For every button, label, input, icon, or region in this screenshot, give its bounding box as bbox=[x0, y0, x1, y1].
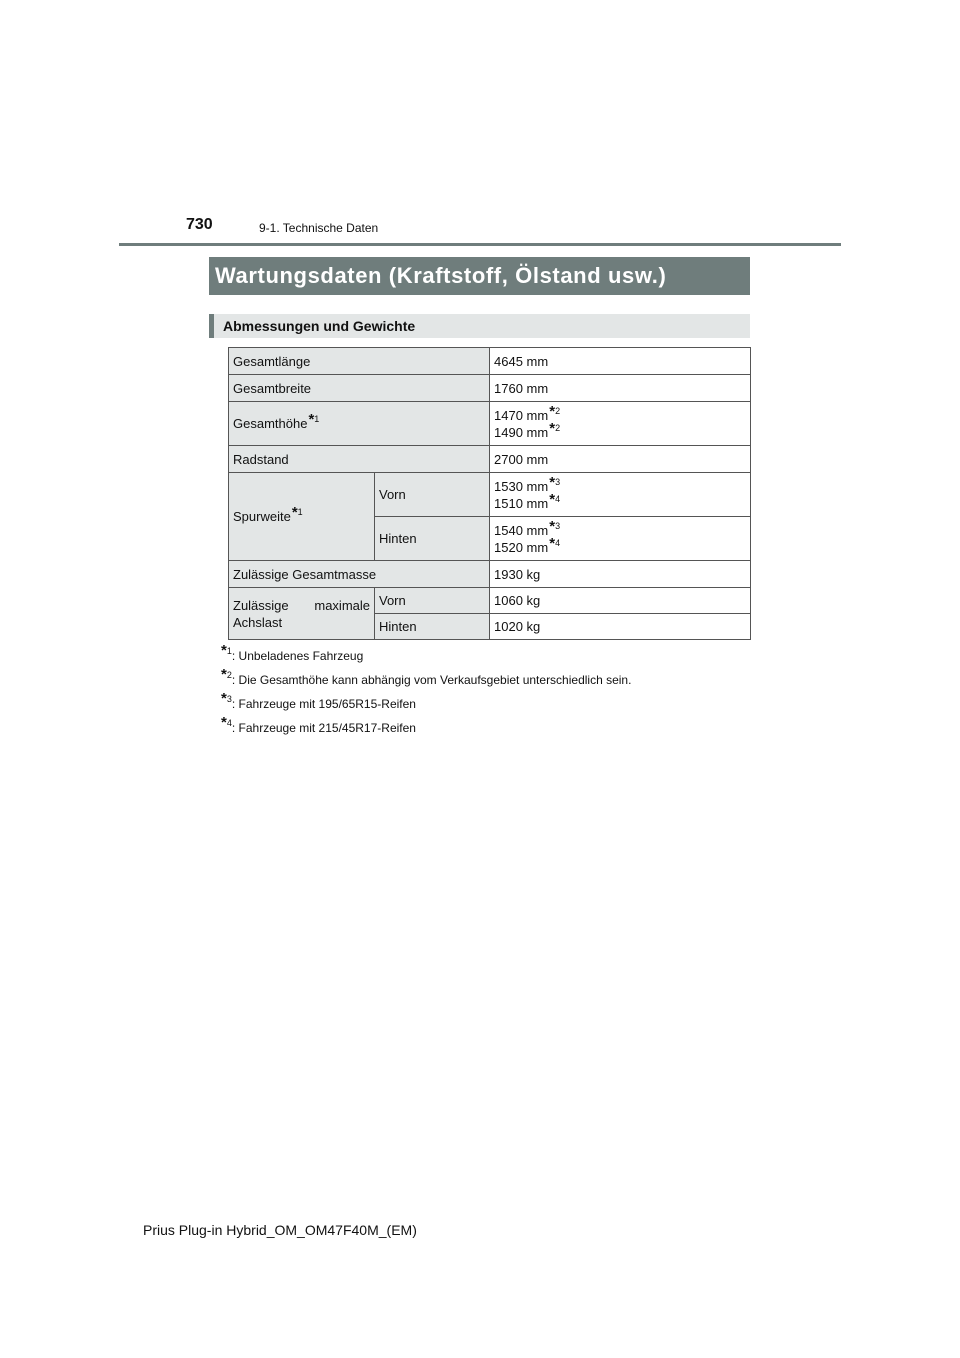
sub-label: Vorn bbox=[375, 473, 490, 517]
value-line: 1520 mm*$^4$ bbox=[494, 534, 561, 555]
value-line: 1530 mm*$^3$ bbox=[494, 473, 561, 494]
table-row bbox=[229, 473, 751, 517]
row-label bbox=[229, 588, 375, 640]
row-value: 2700 mm bbox=[490, 446, 751, 473]
footnote-number: 4 bbox=[226, 718, 232, 728]
row-value: 1020 kg bbox=[490, 614, 751, 640]
footnote-star: * bbox=[221, 714, 227, 731]
sub-label: Vorn bbox=[375, 588, 490, 614]
row-label: Gesamtlänge bbox=[229, 348, 490, 375]
row-value bbox=[490, 473, 751, 517]
section-reference: 9-1. Technische Daten bbox=[259, 221, 379, 235]
subsection-heading bbox=[209, 314, 750, 338]
footnote-text: : Unbeladenes Fahrzeug bbox=[231, 649, 364, 663]
row-value: 4645 mm bbox=[490, 348, 751, 375]
chapter-title: Wartungsdaten (Kraftstoff, Ölstand usw.) bbox=[209, 257, 750, 295]
footnote-ref: 2 bbox=[555, 405, 561, 416]
row-value bbox=[490, 402, 751, 446]
footnote bbox=[220, 642, 631, 670]
footnote-star: * bbox=[291, 504, 298, 521]
table-row bbox=[229, 402, 751, 446]
footnote-star: * bbox=[549, 490, 556, 508]
label-text: Spurweite bbox=[233, 509, 291, 524]
row-label bbox=[229, 473, 375, 561]
subsection-bar bbox=[209, 314, 214, 338]
footer-document-id: Prius Plug-in Hybrid_OM_OM47F40M_(EM) bbox=[143, 1222, 417, 1238]
row-value: 1930 kg bbox=[490, 561, 751, 588]
header-rule bbox=[119, 243, 841, 246]
footnote-text: : Fahrzeuge mit 215/45R17-Reifen bbox=[231, 721, 416, 735]
footnote-ref: 2 bbox=[555, 422, 561, 433]
footnote-ref: 3 bbox=[555, 520, 561, 531]
row-value: 1060 kg bbox=[490, 588, 751, 614]
footnote-ref: 1 bbox=[314, 414, 320, 424]
footnotes bbox=[220, 642, 632, 742]
footnote-text: : Fahrzeuge mit 195/65R15-Reifen bbox=[231, 697, 416, 711]
footnote-star: * bbox=[549, 473, 556, 491]
footnote-ref: 3 bbox=[555, 476, 561, 487]
footnote bbox=[220, 714, 631, 742]
footnote-ref: 4 bbox=[555, 493, 561, 504]
table-row bbox=[229, 375, 751, 402]
footnote-number: 1 bbox=[226, 646, 232, 656]
value-line: 1470 mm*$^2$ bbox=[494, 402, 561, 423]
value-line: 1540 mm*$^3$ bbox=[494, 517, 561, 538]
footnote-ref: 4 bbox=[555, 537, 561, 548]
footnote bbox=[220, 690, 631, 718]
label-line: Achslast bbox=[233, 614, 283, 630]
value-line: 1490 mm*$^2$ bbox=[494, 419, 561, 440]
footnote-ref: 1 bbox=[297, 507, 303, 517]
sub-label: Hinten bbox=[375, 614, 490, 640]
footnote-star: * bbox=[549, 419, 556, 437]
table-row bbox=[229, 588, 751, 614]
page-number: 730 bbox=[186, 216, 213, 233]
table-row bbox=[229, 446, 751, 473]
label-text: Gesamthöhe bbox=[233, 416, 308, 431]
footnote-star: * bbox=[549, 402, 556, 420]
footnote-star: * bbox=[221, 690, 227, 707]
subsection-label: Abmessungen und Gewichte bbox=[223, 318, 416, 334]
table-row bbox=[229, 348, 751, 375]
footnote-star: * bbox=[221, 642, 227, 659]
row-value: 1760 mm bbox=[490, 375, 751, 402]
footnote-number: 3 bbox=[226, 694, 232, 704]
row-label: Gesamtbreite bbox=[229, 375, 490, 402]
sub-label: Hinten bbox=[375, 517, 490, 561]
value-line: 1510 mm*$^4$ bbox=[494, 490, 561, 511]
dimensions-table bbox=[228, 347, 751, 640]
label-line: Zulässige maximale bbox=[233, 597, 370, 613]
row-label: Zulässige Gesamtmasse bbox=[229, 561, 490, 588]
row-value bbox=[490, 517, 751, 561]
footnote-star: * bbox=[549, 534, 556, 552]
table-row bbox=[229, 561, 751, 588]
footnote-star: * bbox=[308, 411, 315, 428]
footnote-text: : Die Gesamthöhe kann abhängig vom Verkaufsgebiet unterschiedlich sein. bbox=[231, 673, 632, 687]
footnote-star: * bbox=[549, 517, 556, 535]
row-label: Radstand bbox=[229, 446, 490, 473]
footnote bbox=[220, 666, 632, 694]
footnote-star: * bbox=[221, 666, 227, 683]
row-label bbox=[229, 402, 490, 446]
footnote-number: 2 bbox=[226, 670, 232, 680]
